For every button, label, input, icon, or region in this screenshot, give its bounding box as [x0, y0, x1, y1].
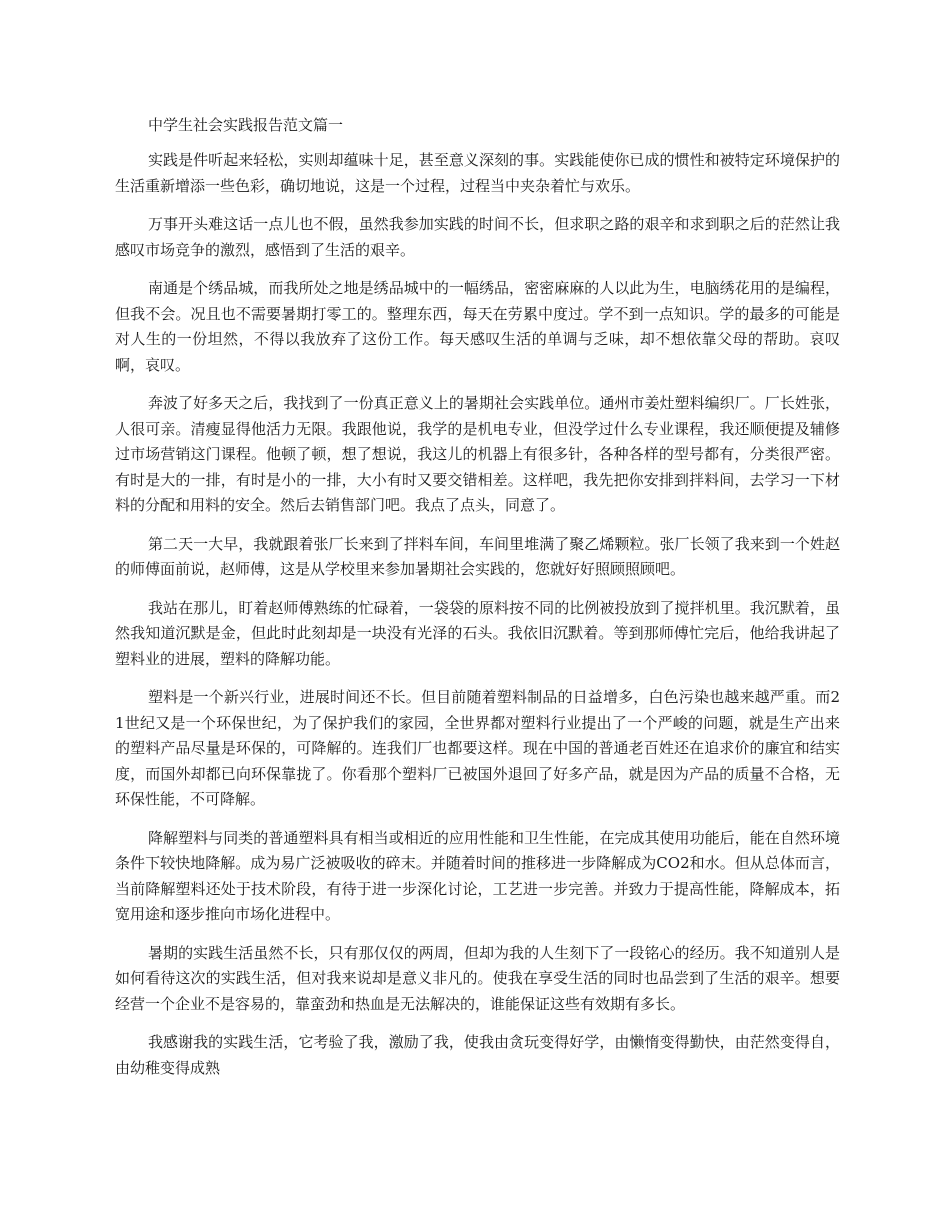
paragraph-7: 塑料是一个新兴行业，进展时间还不长。但目前随着塑料制品的日益增多，白色污染也越来越严重。而21世纪又是一个环保世纪，为了保护我们的家园，全世界都对塑料行业提出了一个严峻的问题，就是生产出来的塑料产品尽量是环保的，可降解的。连我们厂也都要这样。现在中国的普通老百姓还在追求价的廉宜和结实度，而国外却都已向环保靠拢了。你看那个塑料厂已被国外退回了好多产品，就是因为产品的质量不合格，无环保性能，不可降解。 [115, 688, 840, 808]
paragraph-8: 降解塑料与同类的普通塑料具有相当或相近的应用性能和卫生性能，在完成其使用功能后，能在自然环境条件下较快地降解。成为易广泛被吸收的碎末。并随着时间的推移进一步降解成为CO2和水。但从总体而言，当前降解塑料还处于技术阶段，有待于进一步深化讨论，工艺进一步完善。并致力于提高性能，降解成本，拓宽用途和逐步推向市场化进程中。 [115, 828, 840, 923]
paragraph-10: 我感谢我的实践生活，它考验了我，激励了我，使我由贪玩变得好学，由懒惰变得勤快，由茫然变得自，由幼稚变得成熟 [115, 1033, 840, 1077]
paragraph-4: 奔波了好多天之后，我找到了一份真正意义上的暑期社会实践单位。通州市姜灶塑料编织厂。厂长姓张，人很可亲。清瘦显得他活力无限。我跟他说，我学的是机电专业，但没学过什么专业课程，我还顺便提及辅修过市场营销这门课程。他顿了顿，想了想说，我这儿的机器上有很多针，各种各样的型号都有，分类很严密。有时是大的一排，有时是小的一排，大小有时又要交错相差。这样吧，我先把你安排到拌料间，去学习一下材料的分配和用料的安全。然后去销售部门吧。我点了点头，同意了。 [115, 394, 840, 514]
document-title: 中学生社会实践报告范文篇一 [148, 116, 344, 134]
paragraph-6: 我站在那儿，盯着赵师傅熟练的忙碌着，一袋袋的原料按不同的比例被投放到了搅拌机里。我沉默着，虽然我知道沉默是金，但此时此刻却是一块没有光泽的石头。我依旧沉默着。等到那师傅忙完后，他给我讲起了塑料业的进展，塑料的降解功能。 [115, 598, 840, 668]
paragraph-3: 南通是个绣品城，而我所处之地是绣品城中的一幅绣品，密密麻麻的人以此为生，电脑绣花用的是编程，但我不会。况且也不需要暑期打零工的。整理东西，每天在劳累中度过。学不到一点知识。学的最多的可能是对人生的一份坦然，不得以我放弃了这份工作。每天感叹生活的单调与乏味，却不想依靠父母的帮助。哀叹啊，哀叹。 [115, 279, 840, 374]
paragraph-5: 第二天一大早，我就跟着张厂长来到了拌料车间，车间里堆满了聚乙烯颗粒。张厂长领了我来到一个姓赵的师傅面前说，赵师傅，这是从学校里来参加暑期社会实践的，您就好好照顾照顾吧。 [115, 534, 840, 578]
paragraph-1: 实践是件听起来轻松，实则却蕴味十足，甚至意义深刻的事。实践能使你已成的惯性和被特定环境保护的生活重新增添一些色彩，确切地说，这是一个过程，过程当中夹杂着忙与欢乐。 [115, 151, 840, 195]
paragraph-9: 暑期的实践生活虽然不长，只有那仅仅的两周，但却为我的人生刻下了一段铭心的经历。我不知道别人是如何看待这次的实践生活，但对我来说却是意义非凡的。使我在享受生活的同时也品尝到了生活的艰辛。想要经营一个企业不是容易的，靠蛮劲和热血是无法解决的，谁能保证这些有效期有多长。 [115, 943, 840, 1013]
paragraph-2: 万事开头难这话一点儿也不假，虽然我参加实践的时间不长，但求职之路的艰辛和求到职之后的茫然让我感叹市场竞争的激烈，感悟到了生活的艰辛。 [115, 215, 840, 259]
document-page [115, 112, 840, 1094]
